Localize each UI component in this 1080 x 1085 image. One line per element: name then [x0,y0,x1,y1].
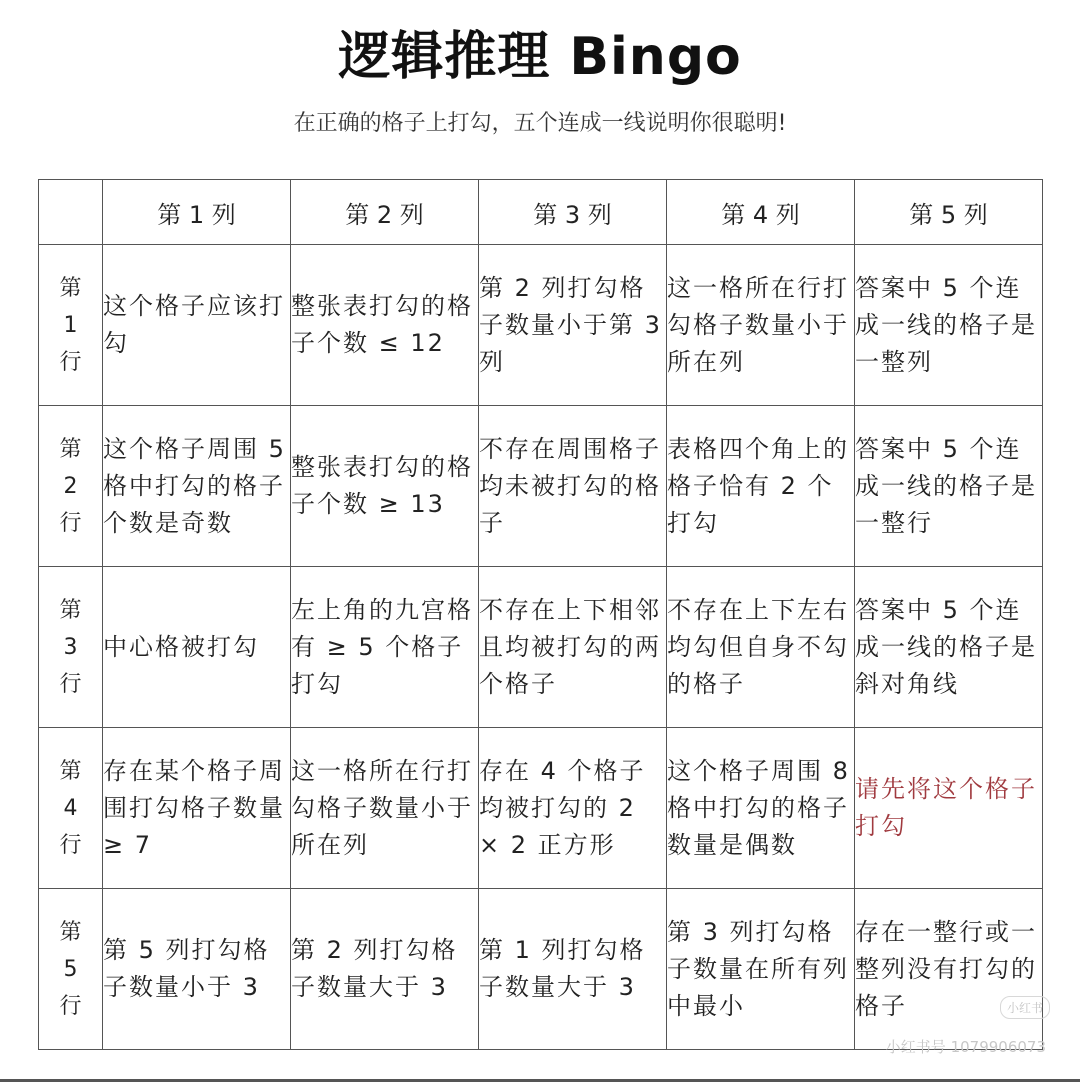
row-header-1 [39,245,103,406]
table-row [39,406,1043,567]
watermark-badge: 小红书 [1000,996,1050,1019]
row-header-2 [39,406,103,567]
bingo-cell[interactable]: 存在 4 个格子均被打勾的 2 × 2 正方形 [479,728,667,889]
row-header-3 [39,567,103,728]
bingo-cell-highlighted[interactable]: 请先将这个格子打勾 [855,728,1043,889]
column-header-3: 第 3 列 [479,180,667,245]
column-header-5: 第 5 列 [855,180,1043,245]
bingo-cell[interactable]: 这一格所在行打勾格子数量小于所在列 [291,728,479,889]
row-header-number: 1 [63,312,78,338]
row-header-number: 3 [63,634,78,660]
row-header-text: 行 [59,510,82,536]
bingo-cell[interactable]: 不存在上下相邻且均被打勾的两个格子 [479,567,667,728]
row-header-text: 行 [59,832,82,858]
bingo-cell[interactable]: 这个格子周围 8 格中打勾的格子数量是偶数 [667,728,855,889]
row-header-text: 第 [59,919,82,945]
column-header-2: 第 2 列 [291,180,479,245]
watermark-text: 小红书号 1079906073 [885,1038,1046,1056]
bingo-cell[interactable]: 第 2 列打勾格子数量小于第 3 列 [479,245,667,406]
bingo-cell[interactable]: 中心格被打勾 [103,567,291,728]
bingo-cell[interactable]: 答案中 5 个连成一线的格子是一整行 [855,406,1043,567]
header-row [39,180,1043,245]
bottom-divider [0,1079,1080,1082]
column-header-1: 第 1 列 [103,180,291,245]
bingo-cell[interactable]: 不存在上下左右均勾但自身不勾的格子 [667,567,855,728]
bingo-cell[interactable]: 表格四个角上的格子恰有 2 个打勾 [667,406,855,567]
row-header-number: 4 [63,795,78,821]
table-row [39,889,1043,1050]
bingo-cell[interactable]: 这个格子周围 5 格中打勾的格子个数是奇数 [103,406,291,567]
bingo-cell[interactable]: 答案中 5 个连成一线的格子是一整列 [855,245,1043,406]
bingo-cell[interactable]: 这一格所在行打勾格子数量小于所在列 [667,245,855,406]
row-header-4 [39,728,103,889]
table-row [39,245,1043,406]
row-header-text: 行 [59,671,82,697]
table-row [39,728,1043,889]
bingo-cell[interactable]: 第 3 列打勾格子数量在所有列中最小 [667,889,855,1050]
row-header-text: 第 [59,275,82,301]
bingo-cell[interactable]: 整张表打勾的格子个数 ≤ 12 [291,245,479,406]
row-header-text: 行 [59,349,82,375]
row-header-number: 5 [63,956,78,982]
row-header-number: 2 [63,473,78,499]
bingo-cell[interactable]: 第 2 列打勾格子数量大于 3 [291,889,479,1050]
bingo-cell[interactable]: 第 5 列打勾格子数量小于 3 [103,889,291,1050]
table-row [39,567,1043,728]
bingo-grid [38,179,1043,1050]
bingo-cell[interactable]: 左上角的九宫格有 ≥ 5 个格子打勾 [291,567,479,728]
page-title: 逻辑推理 Bingo [338,27,742,87]
row-header-text: 行 [59,993,82,1019]
row-header-text: 第 [59,597,82,623]
bingo-cell[interactable]: 这个格子应该打勾 [103,245,291,406]
corner-cell [39,180,103,245]
bingo-cell[interactable]: 不存在周围格子均未被打勾的格子 [479,406,667,567]
bingo-cell[interactable]: 存在一整行或一整列没有打勾的格子 [855,889,1043,1050]
row-header-5 [39,889,103,1050]
bingo-cell[interactable]: 存在某个格子周围打勾格子数量 ≥ 7 [103,728,291,889]
row-header-text: 第 [59,758,82,784]
bingo-cell[interactable]: 答案中 5 个连成一线的格子是斜对角线 [855,567,1043,728]
bingo-cell[interactable]: 第 1 列打勾格子数量大于 3 [479,889,667,1050]
column-header-4: 第 4 列 [667,180,855,245]
page-subtitle: 在正确的格子上打勾，五个连成一线说明你很聪明! [293,111,787,136]
row-header-text: 第 [59,436,82,462]
bingo-cell[interactable]: 整张表打勾的格子个数 ≥ 13 [291,406,479,567]
